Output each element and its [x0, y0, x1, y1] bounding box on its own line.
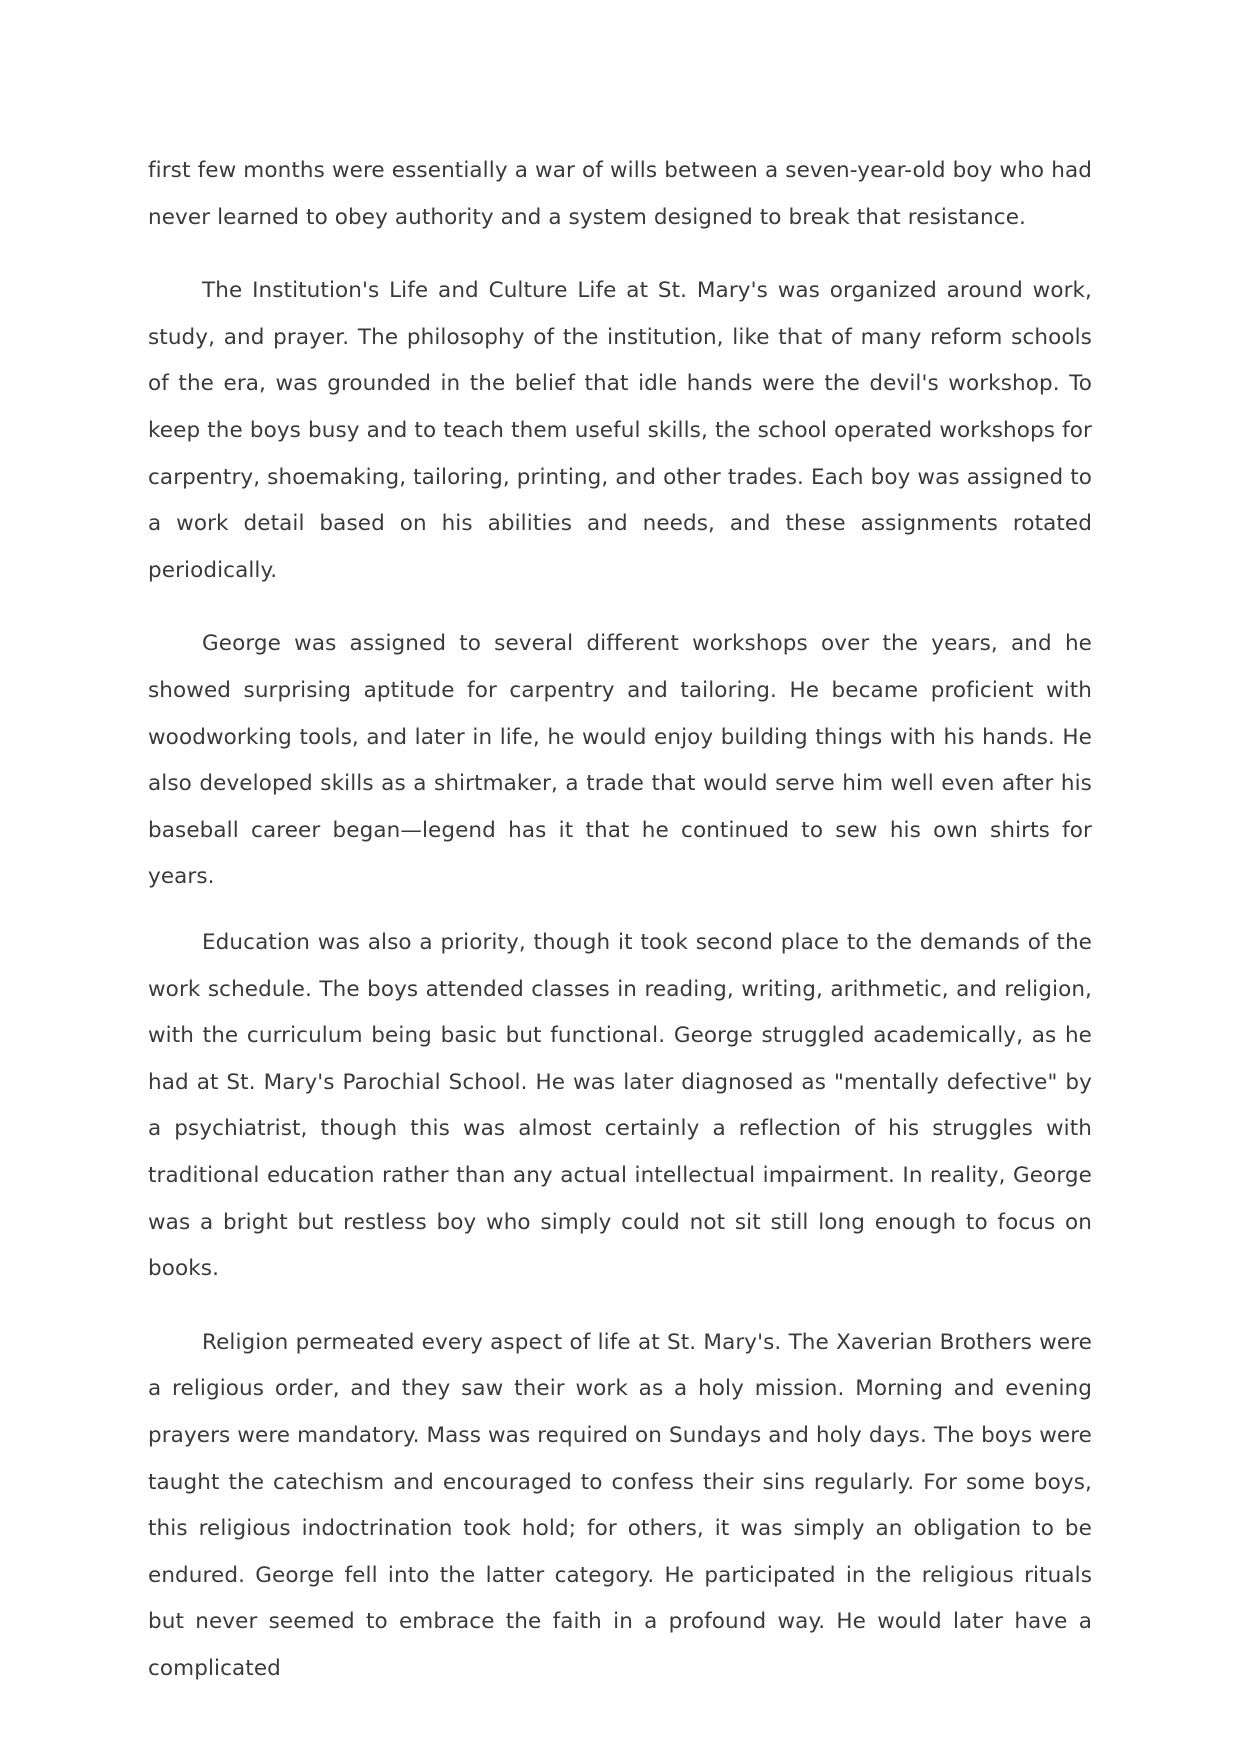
- paragraph-workshops: George was assigned to several different workshops over the years, and he showed surprising aptitude for carpentry and tailoring. He became proficient with woodworking tools, and later in life, he would enjoy building things with his hands. He also developed skills as a shirtmaker, a trade that would serve him well even after his baseball career began—legend has it that he continued to sew his own shirts for years.: [148, 631, 1092, 890]
- text-block-bottom: [148, 920, 1092, 1720]
- paragraph-institution-life: The Institution's Life and Culture Life at St. Mary's was organized around work, study, and prayer. The philosophy of the institution, like that of many reform schools of the era, was grounded in the belief that idle hands were the devil's workshop. To keep the boys busy and to teach them useful skills, the school operated workshops for carpentry, shoemaking, tailoring, printing, and other trades. Each boy was assigned to a work detail based on his abilities and needs, and these assignments rotated periodically.: [148, 278, 1092, 583]
- paragraph-continuation: first few months were essentially a war of wills between a seven-year-old boy who had never learned to obey authority and a system designed to break that resistance.: [148, 158, 1092, 230]
- text-block-top: [148, 148, 1092, 928]
- paragraph-religion: Religion permeated every aspect of life at St. Mary's. The Xaverian Brothers were a religious order, and they saw their work as a holy mission. Morning and evening prayers were mandatory. Mass was required on Sundays and holy days. The boys were taught the catechism and encouraged to confess their sins regularly. For some boys, this religious indoctrination took hold; for others, it was simply an obligation to be endured. George fell into the latter category. He participated in the religious rituals but never seemed to embrace the faith in a profound way. He would later have a complicated: [148, 1329, 1092, 1681]
- paragraph-education: Education was also a priority, though it took second place to the demands of the work schedule. The boys attended classes in reading, writing, arithmetic, and religion, with the curriculum being basic but functional. George struggled academically, as he had at St. Mary's Parochial School. He was later diagnosed as "mentally defective" by a psychiatrist, though this was almost certainly a reflection of his struggles with traditional education rather than any actual intellectual impairment. In reality, George was a bright but restless boy who simply could not sit still long enough to focus on books.: [148, 930, 1092, 1282]
